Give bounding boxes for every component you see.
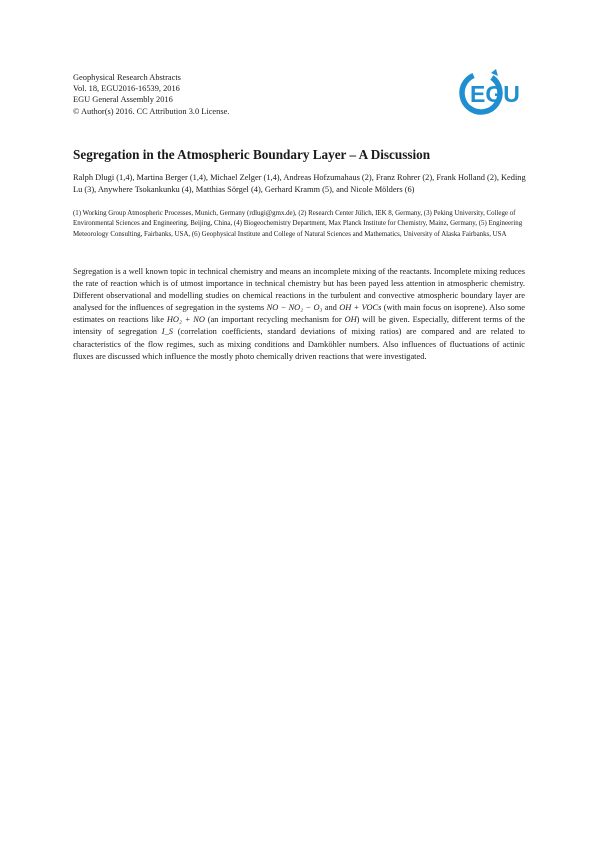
abstract-body (73, 266, 525, 363)
abstract-text: (correlation coefficients, standard deviations of mixing ratios) are compared and are related to characteristics of the flow regimes, such as mixing conditions and Damköhler numbers. Also influences of fluctuations of actinic fluxes are discussed which influence the mostly photo chemically driven reactions that were investigated. (73, 327, 525, 361)
math-expression: OH + VOCs (339, 303, 382, 313)
logo-text: EGU (470, 81, 520, 107)
abstract-text: (with main focus on isoprene). Also some estimates on reactions like (73, 303, 526, 325)
abstract-text: ) will be given. Especially, different terms of the intensity of segregation (73, 315, 526, 337)
header-meta (73, 72, 229, 117)
author-list: Ralph Dlugi (1,4), Martina Berger (1,4), Michael Zelger (1,4), Andreas Hofzumahaus (2), Franz Rohrer (2), Frank Holland (2), Keding Lu (3), Anywhere Tsokankunku (4), Matthias Sörgel (4), Gerhard Kramm (5), and Nicole Mölders (6) (73, 173, 526, 195)
abstract-text: (an important recycling mechanism for (204, 315, 345, 325)
journal-name: Geophysical Research Abstracts (73, 73, 181, 82)
copyright-line: © Author(s) 2016. CC Attribution 3.0 License. (73, 106, 230, 116)
egu-logo (455, 68, 521, 118)
math-expression: NO − NO₂ − O₃ (266, 303, 323, 313)
volume-info: Vol. 18, EGU2016-16539, 2016 (73, 84, 180, 94)
assembly-name: EGU General Assembly 2016 (73, 95, 173, 105)
abstract-text: and (322, 303, 340, 313)
math-expression: OH (344, 315, 357, 325)
math-expression: HO₂ + NO (166, 315, 205, 325)
math-expression: I_S (161, 327, 173, 337)
paper-title: Segregation in the Atmospheric Boundary Layer – A Discussion (73, 147, 431, 162)
affiliation-list: (1) Working Group Atmospheric Processes, Munich, Germany (rdlugi@gmx.de), (2) Research Center Jülich, IEK 8, Germany, (3) Peking University, College of Environmental Sciences and Engineering, Beijing, China, (4) Biogeochemistry Department, Max Planck Institute for Chemistry, Mainz, Germany, (5) Engineering Meteorology Consulting, Fairbanks, USA, (6) Geophysical Institute and College of Natural Sciences and Mathematics, University of Alaska Fairbanks, USA (73, 210, 523, 238)
abstract-text: Segregation is a well known topic in technical chemistry and means an incomplete mixing of the reactants. Incomplete mixing reduces the rate of reaction which is of utmost importance in technical chemistry but has been payed less attention in atmospheric chemistry. Different observational and modelling studies on chemical reactions in the turbulent and convective atmospheric boundary layer are analysed for the influences of segregation in the systems (73, 267, 525, 313)
